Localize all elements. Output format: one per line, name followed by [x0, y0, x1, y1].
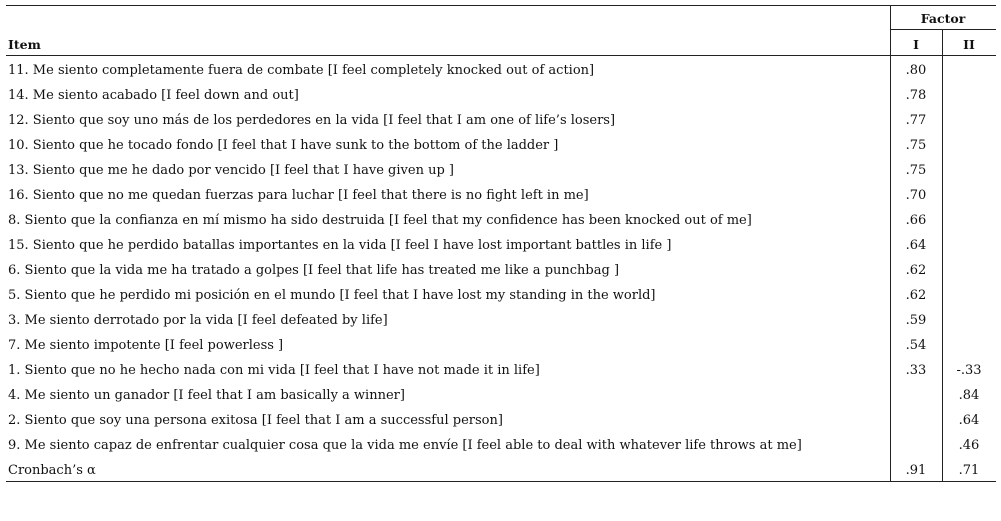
item-text: Cronbach’s α — [8, 463, 96, 478]
item-text: 6. Siento que la vida me ha tratado a golpes [I feel that life has treated me like a punchbag ] — [8, 263, 620, 278]
factor-i-loading: .66 — [905, 213, 927, 228]
table-row — [6, 433, 996, 458]
table-row — [6, 108, 996, 133]
factor-i-loading: .75 — [905, 138, 927, 153]
item-text: 1. Siento que no he hecho nada con mi vida [I feel that I have not made it in life] — [8, 363, 540, 378]
table-row — [6, 258, 996, 283]
factor-i-loading: .54 — [905, 338, 927, 353]
factor-underline — [890, 29, 996, 30]
item-text: 2. Siento que soy una persona exitosa [I feel that I am a successful person] — [8, 413, 503, 428]
bottom-rule — [6, 481, 996, 482]
factor-ii-loading: .64 — [958, 413, 980, 428]
factor-ii-header: II — [963, 37, 975, 52]
item-text: 8. Siento que la confianza en mí mismo ha sido destruida [I feel that my confidence has been knocked out of me] — [8, 213, 752, 228]
factor-ii-loading: .46 — [958, 438, 980, 453]
table-row — [6, 333, 996, 358]
item-header: Item — [8, 37, 41, 52]
factor-i-loading: .62 — [905, 263, 927, 278]
item-text: 16. Siento que no me quedan fuerzas para luchar [I feel that there is no fight left in me] — [8, 188, 589, 203]
item-text: 11. Me siento completamente fuera de combate [I feel completely knocked out of action] — [8, 63, 595, 78]
item-text: 13. Siento que me he dado por vencido [I feel that I have given up ] — [8, 163, 454, 178]
factor-i-loading: .70 — [905, 188, 927, 203]
factor-i-loading: .78 — [905, 88, 927, 103]
factor-i-loading: .75 — [905, 163, 927, 178]
factor-ii-loading: .84 — [958, 388, 980, 403]
factor-header: Factor — [920, 11, 966, 26]
factor-i-loading: .33 — [905, 363, 927, 378]
item-text: 4. Me siento un ganador [I feel that I am basically a winner] — [8, 388, 405, 403]
table-row — [6, 133, 996, 158]
table-row — [6, 458, 996, 483]
table-row — [6, 283, 996, 308]
factor-ii-loading: .71 — [958, 463, 980, 478]
item-text: 3. Me siento derrotado por la vida [I feel defeated by life] — [8, 313, 388, 328]
table-row — [6, 408, 996, 433]
table-row — [6, 208, 996, 233]
table-row — [6, 58, 996, 83]
header-rule — [6, 55, 996, 56]
table-row — [6, 358, 996, 383]
factor-i-loading: .62 — [905, 288, 927, 303]
factor-i-loading: .64 — [905, 238, 927, 253]
factor-i-loading: .80 — [905, 63, 927, 78]
factor-ii-loading: -.33 — [956, 363, 982, 378]
factor-i-header: I — [913, 37, 919, 52]
table-row — [6, 158, 996, 183]
item-text: 10. Siento que he tocado fondo [I feel that I have sunk to the bottom of the ladder ] — [8, 138, 559, 153]
table-row — [6, 183, 996, 208]
item-text: 7. Me siento impotente [I feel powerless ] — [8, 338, 284, 353]
factor-i-loading: .59 — [905, 313, 927, 328]
table-row — [6, 83, 996, 108]
table-row — [6, 233, 996, 258]
item-text: 9. Me siento capaz de enfrentar cualquier cosa que la vida me envíe [I feel able to deal with whatever life throws at me] — [8, 438, 802, 453]
item-text: 15. Siento que he perdido batallas importantes en la vida [I feel I have lost important battles in life ] — [8, 238, 672, 253]
factor-i-loading: .91 — [905, 463, 927, 478]
item-text: 5. Siento que he perdido mi posición en el mundo [I feel that I have lost my standing in the world] — [8, 288, 656, 303]
table-row — [6, 308, 996, 333]
item-text: 14. Me siento acabado [I feel down and out] — [8, 88, 299, 103]
item-text: 12. Siento que soy uno más de los perdedores en la vida [I feel that I am one of life’s losers] — [8, 113, 616, 128]
table-row — [6, 383, 996, 408]
top-rule — [6, 5, 996, 6]
factor-i-loading: .77 — [905, 113, 927, 128]
